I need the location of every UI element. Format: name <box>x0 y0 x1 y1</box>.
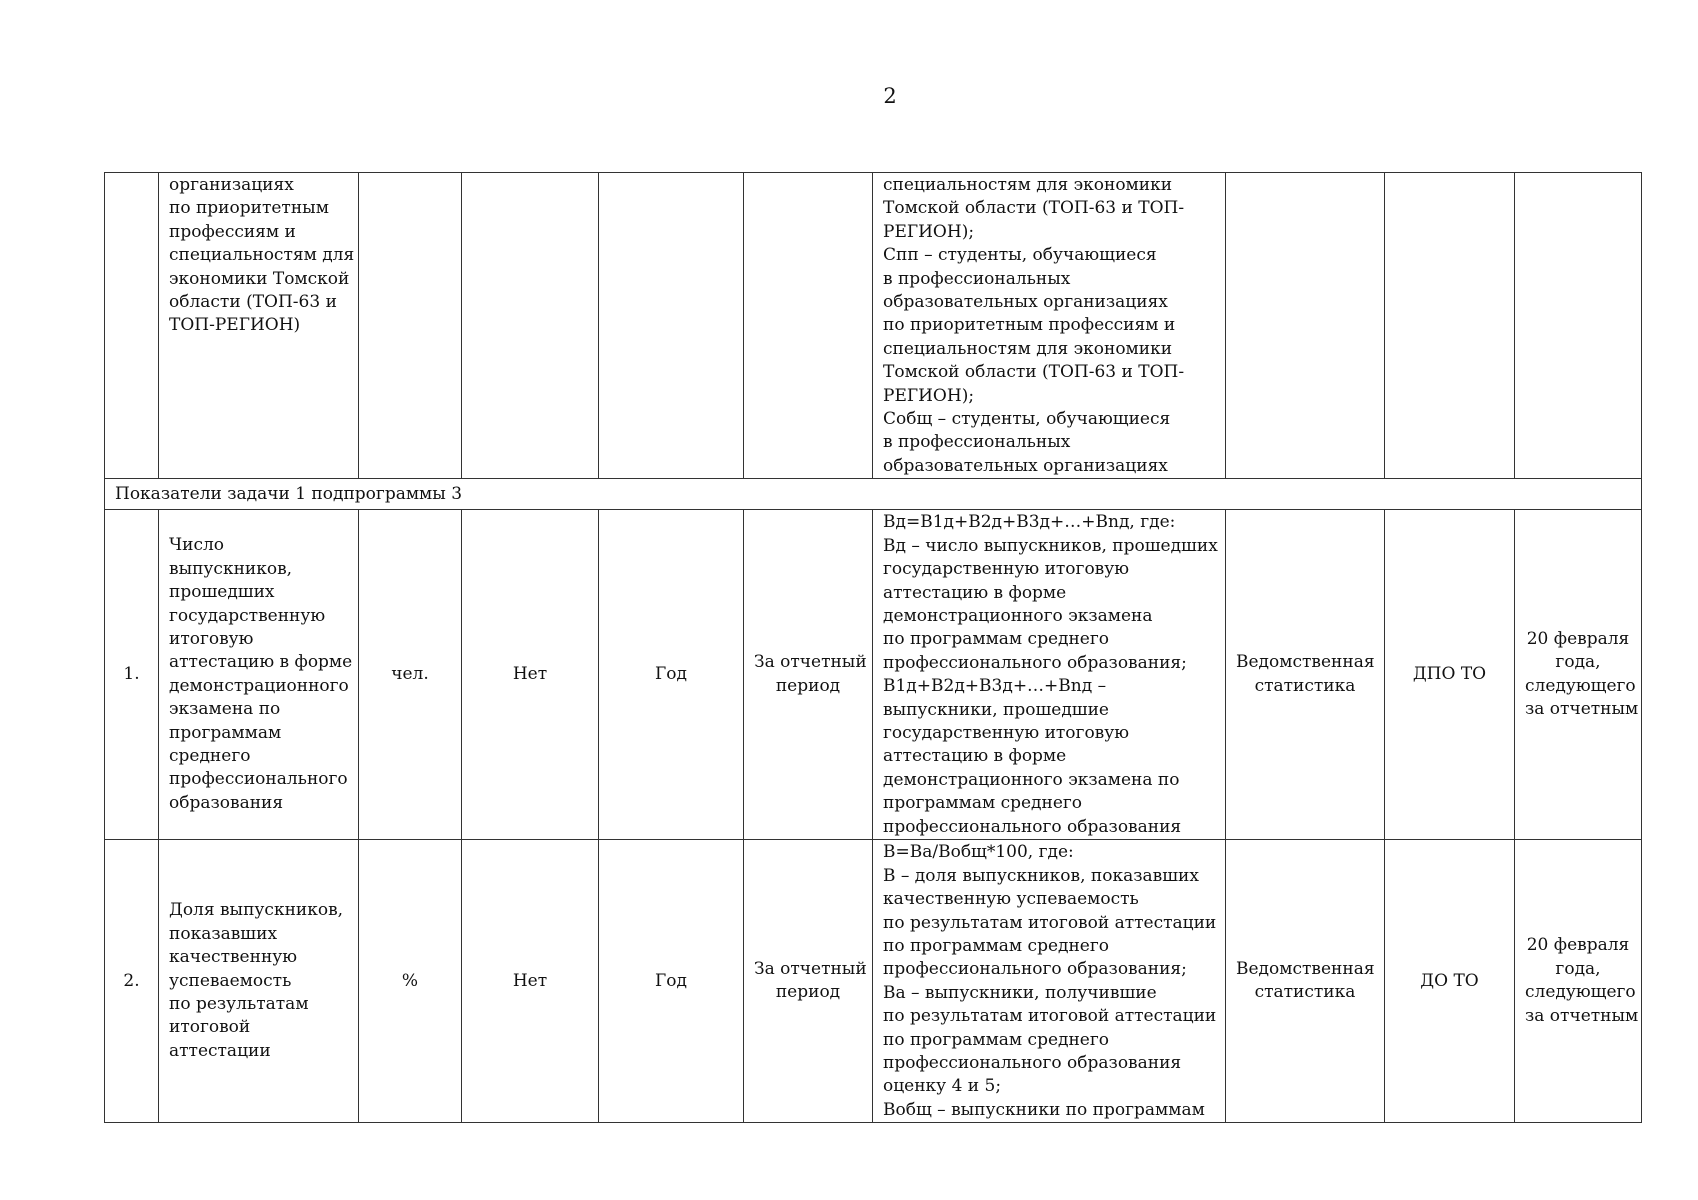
text-line: профессионального образования; <box>883 652 1187 673</box>
text-line: специальностям для экономики <box>883 175 1173 195</box>
text-line: качественную <box>169 947 298 968</box>
text-line: Вд – число выпускников, прошедших <box>883 535 1218 556</box>
text-line: Ведомственная <box>1236 958 1375 979</box>
indicator-name-cell <box>159 173 359 479</box>
text-line: профессионального образования; <box>883 959 1187 980</box>
section-row <box>105 479 1642 510</box>
period-cell <box>744 840 873 1123</box>
text-line: среднего <box>169 746 251 766</box>
text-line: аттестацию в форме <box>883 746 1067 767</box>
text-line: Собщ – студенты, обучающиеся <box>883 409 1171 430</box>
text-line: по приоритетным профессиям и <box>883 315 1176 336</box>
text-line: В – доля выпускников, показавших <box>883 865 1199 886</box>
row-number: 1. <box>105 510 159 840</box>
text-line: период <box>775 982 841 1003</box>
text-line: В1д+В2д+В3д+…+Bnд – <box>883 676 1107 697</box>
formula-cell <box>873 173 1226 479</box>
source-cell <box>1226 840 1385 1123</box>
text-line: период <box>775 675 841 696</box>
cumulative-cell: Нет <box>462 840 599 1123</box>
unit-cell: чел. <box>359 510 462 840</box>
text-line: экономики Томской <box>169 268 350 289</box>
deadline-cell <box>1515 510 1642 840</box>
cumulative-cell <box>462 173 599 479</box>
text-line: демонстрационного <box>169 675 349 696</box>
text-line: выпускники, прошедшие <box>883 699 1109 720</box>
indicator-name <box>169 534 353 815</box>
text-line: образования <box>169 792 284 813</box>
period-text <box>754 958 867 1005</box>
text-line: организациях <box>169 175 294 195</box>
period-cell <box>744 173 873 479</box>
text-line: За отчетный <box>754 652 867 673</box>
text-line: экзамена по <box>169 699 281 720</box>
source-cell <box>1226 173 1385 479</box>
text-line: за отчетным <box>1525 699 1639 720</box>
indicator-name-cell <box>159 840 359 1123</box>
text-line: за отчетным <box>1525 1005 1639 1026</box>
text-line: показавших <box>169 923 278 944</box>
text-line: Спп – студенты, обучающиеся <box>883 245 1157 266</box>
text-line: аттестацию в форме <box>169 652 353 673</box>
period-cell <box>744 510 873 840</box>
text-line: В=Ва/Вобщ*100, где: <box>883 842 1074 863</box>
text-line: профессиям и <box>169 221 296 242</box>
frequency-cell <box>599 173 744 479</box>
text-line: профессионального образования <box>883 816 1182 837</box>
indicator-name <box>169 174 355 338</box>
indicators-table <box>104 172 1642 1123</box>
text-line: Томской области (ТОП-63 и ТОП- <box>883 198 1185 219</box>
text-line: статистика <box>1254 675 1356 696</box>
text-line: За отчетный <box>754 958 867 979</box>
text-line: РЕГИОН); <box>883 221 975 242</box>
text-line: специальностям для экономики <box>883 338 1173 359</box>
source-text <box>1236 958 1374 1005</box>
table-row <box>105 840 1642 1123</box>
formula-cell <box>873 510 1226 840</box>
text-line: выпускников, <box>169 558 293 579</box>
text-line: Вобщ – выпускники по программам <box>883 1099 1205 1120</box>
unit-cell <box>359 173 462 479</box>
text-line: в профессиональных <box>883 432 1071 453</box>
text-line: программам среднего <box>883 793 1083 814</box>
formula-text <box>883 511 1217 839</box>
unit-cell: % <box>359 840 462 1123</box>
deadline-cell <box>1515 840 1642 1123</box>
text-line: РЕГИОН); <box>883 385 975 406</box>
responsible-cell: ДО ТО <box>1385 840 1515 1123</box>
text-line: 20 февраля <box>1526 628 1630 649</box>
text-line: государственную <box>169 605 326 626</box>
text-line: статистика <box>1254 982 1356 1003</box>
text-line: по результатам итоговой аттестации <box>883 1006 1217 1027</box>
text-line: аттестации <box>169 1040 271 1061</box>
formula-text <box>883 841 1217 1122</box>
text-line: ТОП-РЕГИОН) <box>169 315 301 336</box>
text-line: в профессиональных <box>883 268 1071 289</box>
deadline-cell <box>1515 173 1642 479</box>
text-line: по программам среднего <box>883 629 1110 650</box>
indicator-name <box>169 899 348 1063</box>
text-line: по программам среднего <box>883 935 1110 956</box>
formula-text <box>883 174 1217 478</box>
source-text <box>1236 651 1374 698</box>
cumulative-cell: Нет <box>462 510 599 840</box>
text-line: следующего <box>1525 675 1636 696</box>
text-line: успеваемость <box>169 970 292 991</box>
text-line: Ведомственная <box>1236 652 1375 673</box>
text-line: следующего <box>1525 982 1636 1003</box>
text-line: программам <box>169 722 282 743</box>
table-row-continuation <box>105 173 1642 479</box>
text-line: профессионального <box>169 769 348 790</box>
text-line: области (ТОП-63 и <box>169 292 337 313</box>
deadline-text <box>1525 628 1639 722</box>
text-line: по результатам итоговой аттестации <box>883 912 1217 933</box>
text-line: образовательных организациях <box>883 455 1168 476</box>
responsible-cell: ДПО ТО <box>1385 510 1515 840</box>
text-line: образовательных организациях <box>883 292 1168 313</box>
text-line: качественную успеваемость <box>883 889 1139 910</box>
text-line: прошедших <box>169 582 275 603</box>
formula-cell <box>873 840 1226 1123</box>
indicator-name-cell <box>159 510 359 840</box>
text-line: аттестацию в форме <box>883 582 1067 603</box>
text-line: демонстрационного экзамена по <box>883 769 1180 790</box>
text-line: оценку 4 и 5; <box>883 1076 1002 1097</box>
period-text <box>754 651 867 698</box>
text-line: Вд=В1д+В2д+В3д+…+Bnд, где: <box>883 512 1176 533</box>
text-line: демонстрационного экзамена <box>883 605 1153 626</box>
text-line: итоговую <box>169 628 254 649</box>
text-line: по программам среднего <box>883 1029 1110 1050</box>
text-line: года, <box>1555 652 1601 673</box>
text-line: года, <box>1555 958 1601 979</box>
text-line: Доля выпускников, <box>169 900 344 921</box>
text-line: по приоритетным <box>169 198 329 219</box>
frequency-cell: Год <box>599 510 744 840</box>
responsible-cell <box>1385 173 1515 479</box>
frequency-cell: Год <box>599 840 744 1123</box>
text-line: государственную итоговую <box>883 722 1130 743</box>
text-line: профессионального образования <box>883 1052 1182 1073</box>
text-line: по результатам <box>169 993 309 1014</box>
section-title: Показатели задачи 1 подпрограммы 3 <box>105 479 1642 510</box>
deadline-text <box>1525 934 1639 1028</box>
table-row <box>105 510 1642 840</box>
number-cell <box>105 173 159 479</box>
text-line: Томской области (ТОП-63 и ТОП- <box>883 362 1185 383</box>
source-cell <box>1226 510 1385 840</box>
row-number: 2. <box>105 840 159 1123</box>
text-line: специальностям для <box>169 245 355 266</box>
text-line: итоговой <box>169 1017 251 1038</box>
text-line: Ва – выпускники, получившие <box>883 982 1157 1003</box>
page-number: 2 <box>883 84 897 108</box>
text-line: 20 февраля <box>1526 935 1630 956</box>
text-line: государственную итоговую <box>883 559 1130 580</box>
text-line: Число <box>169 535 225 556</box>
